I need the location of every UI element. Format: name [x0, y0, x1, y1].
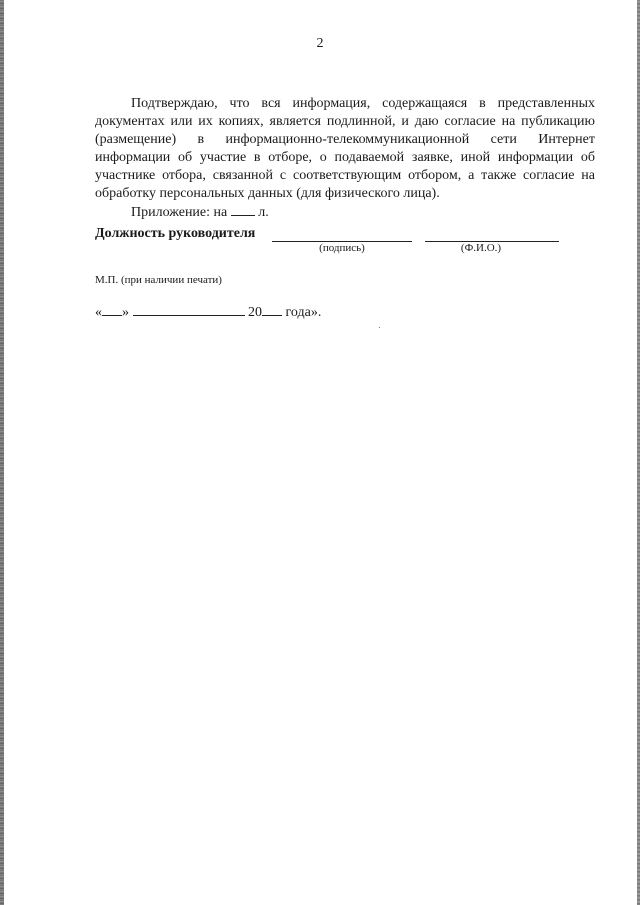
scan-edge-left [0, 0, 4, 905]
attachment-line [95, 203, 595, 222]
attachment-pages-blank [231, 203, 255, 216]
signature-caption: (подпись) [319, 242, 365, 254]
page-number: 2 [316, 36, 324, 51]
attachment-suffix: л. [258, 205, 269, 220]
name-caption: (Ф.И.О.) [460, 242, 502, 254]
year-blank [262, 303, 282, 316]
date-open-quote: « [95, 305, 102, 320]
year-prefix: 20 [248, 305, 262, 320]
stamp-label: М.П. (при наличии печати) [95, 274, 222, 286]
attachment-prefix: Приложение: на [131, 205, 228, 220]
confirmation-paragraph: Подтверждаю, что вся информация, содержащаяся в представленных документах или их копиях, является подлинной, и даю согласие на публикацию (размещение) в информационно-телекоммуникационной сети Интернет информации об участие в отборе, о подаваемой заявке, иной информации об участнике отбора, связанной с соответствующим отбором, а также согласие на обработку персональных данных (для физического лица). [95, 96, 595, 201]
day-blank [102, 303, 122, 316]
document-body [95, 95, 595, 222]
month-blank [133, 303, 245, 316]
date-row [95, 303, 321, 321]
year-suffix: года». [285, 305, 322, 320]
signature-row [95, 226, 255, 242]
scan-speck [379, 327, 380, 328]
signature-title: Должность руководителя [95, 226, 256, 241]
date-close-quote: » [122, 305, 129, 320]
